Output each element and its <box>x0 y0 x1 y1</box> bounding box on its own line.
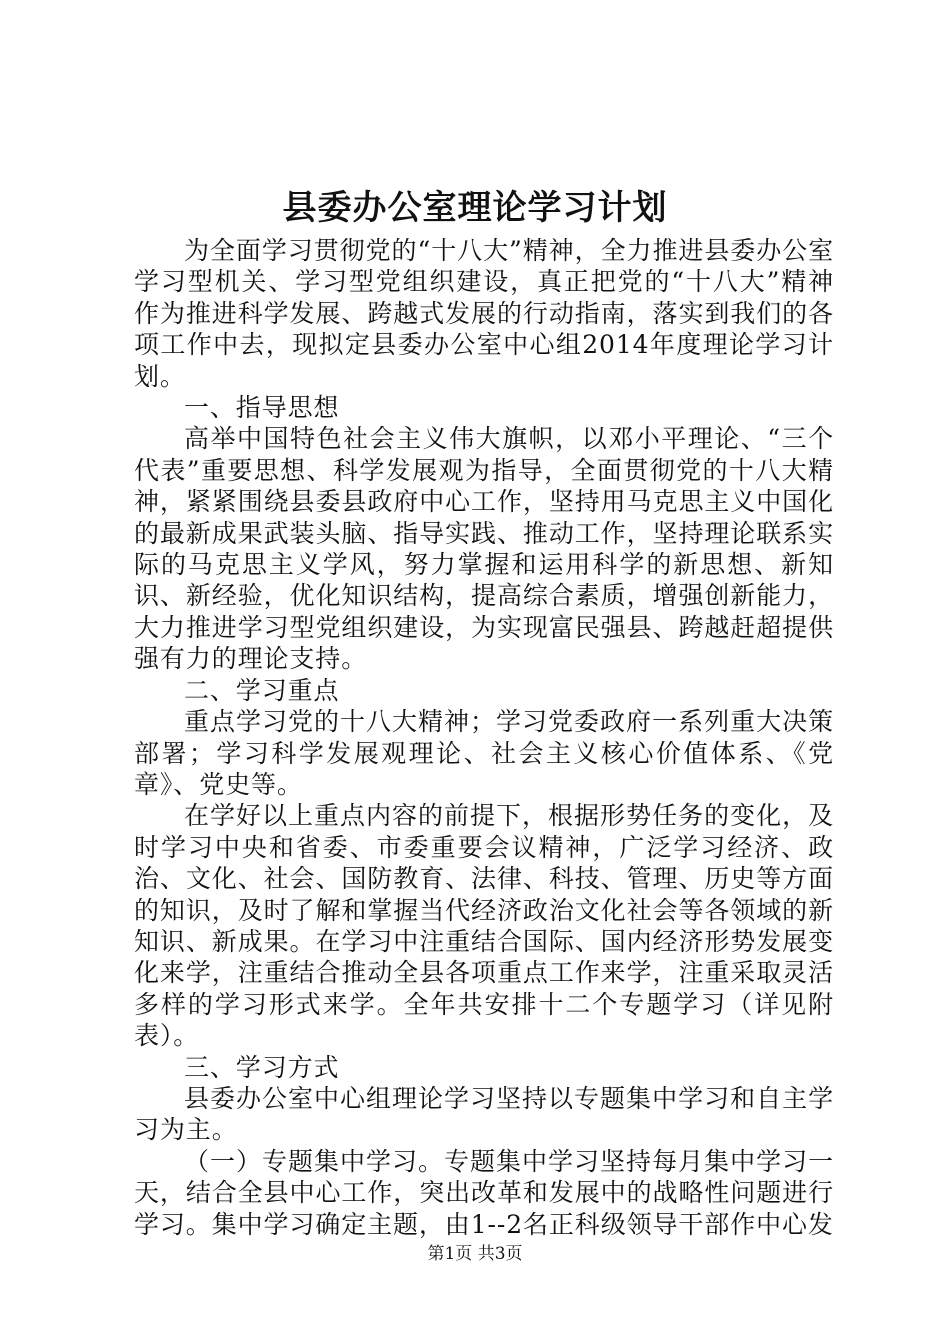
section-heading-study-focus: 二、学习重点 <box>184 675 340 705</box>
page-number: 第1页 共3页 <box>427 1244 523 1264</box>
intro-paragraph: 为全面学习贯彻党的“十八大”精神，全力推进县委办公室学习型机关、学习型党组织建设，真正把党的“十八大”精神作为推进科学发展、跨越式发展的行动指南，落实到我们的各项工作中去，现拟定县委办公室中心组2014年度理论学习计划。 <box>134 236 834 391</box>
study-extension-paragraph: 在学好以上重点内容的前提下，根据形势任务的变化，及时学习中央和省委、市委重要会议精神，广泛学习经济、政治、文化、社会、国防教育、法律、科技、管理、历史等方面的知识，及时了解和掌握当代经济政治文化社会等各领域的新知识、新成果。在学习中注重结合国际、国内经济形势发展变化来学，注重结合推动全县各项重点工作来学，注重采取灵活多样的学习形式来学。全年共安排十二个专题学习（详见附表）。 <box>134 801 834 1051</box>
study-method-paragraph: 县委办公室中心组理论学习坚持以专题集中学习和自主学习为主。 <box>134 1083 834 1145</box>
focused-study-paragraph: （一）专题集中学习。专题集中学习坚持每月集中学习一天，结合全县中心工作，突出改革和发展中的战略性问题进行学习。集中学习确定主题，由1--2名正科级领导干部作中心发 <box>134 1146 834 1239</box>
section-heading-guiding-ideology: 一、指导思想 <box>184 393 340 423</box>
guiding-ideology-paragraph: 高举中国特色社会主义伟大旗帜，以邓小平理论、“三个代表”重要思想、科学发展观为指导，全面贯彻党的十八大精神，紧紧围绕县委县政府中心工作，坚持用马克思主义中国化的最新成果武装头脑、指导实践、推动工作，坚持理论联系实际的马克思主义学风，努力掌握和运用科学的新思想、新知识、新经验，优化知识结构，提高综合素质，增强创新能力，大力推进学习型党组织建设，为实现富民强县、跨越赶超提供强有力的理论支持。 <box>134 424 834 674</box>
section-heading-study-method: 三、学习方式 <box>184 1052 340 1082</box>
study-focus-paragraph: 重点学习党的十八大精神；学习党委政府一系列重大决策部署；学习科学发展观理论、社会主义核心价值体系、《党章》、党史等。 <box>134 707 834 799</box>
document-body <box>134 235 834 1240</box>
document-title: 县委办公室理论学习计划 <box>282 188 668 228</box>
